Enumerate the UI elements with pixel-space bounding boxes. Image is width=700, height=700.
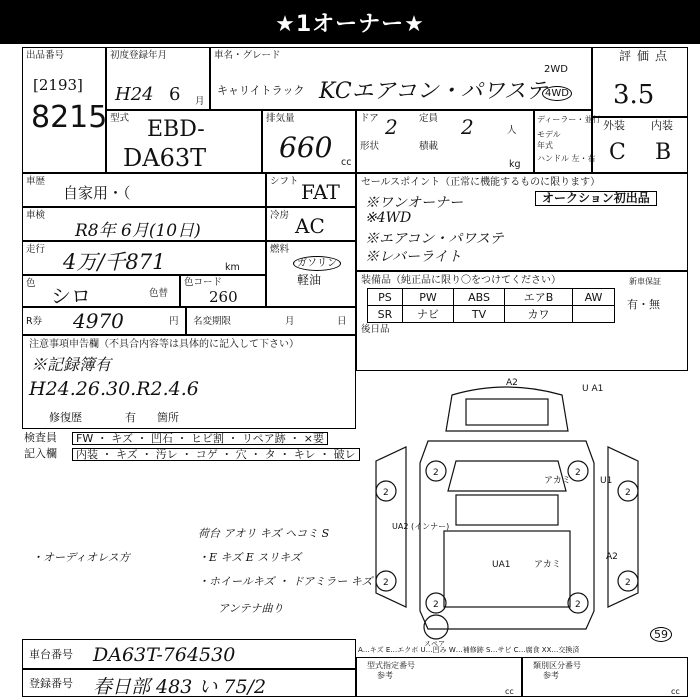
body-type-label: 車歴 <box>26 176 46 187</box>
color-code-cell <box>149 275 266 307</box>
mark-tire-rr: 2 <box>575 600 581 610</box>
dealer-label: ディーラー・並行 <box>537 115 601 124</box>
chassis-value: DA63T-764530 <box>93 644 236 666</box>
recorder-label: 記入欄 <box>24 447 57 460</box>
mark-u1: U1 <box>600 476 613 486</box>
type-approval-label: 型式指定番号 <box>367 661 415 670</box>
drive-2wd: 2WD <box>544 64 568 75</box>
equipment-label: 装備品（純正品に限り〇をつけてください） <box>361 275 561 286</box>
equip-navi: ナビ <box>402 306 453 323</box>
aftermarket-label: 後日品 <box>361 324 390 335</box>
color-swatch-label: 色替 <box>149 288 169 299</box>
name-limit-day: 日 <box>337 316 347 327</box>
car-grade-cell <box>210 47 592 110</box>
model-cell <box>106 110 262 173</box>
equip-leather: カワ <box>505 306 573 323</box>
drive-4wd: 4WD <box>542 86 572 101</box>
mark-spare: スペア <box>424 640 445 647</box>
mark-cab: アカミ <box>534 560 561 570</box>
mark-side: UA2 (インナー) <box>392 522 450 531</box>
sale-point-2: ※4WD <box>365 210 412 226</box>
usage-cell <box>22 173 266 207</box>
score-label: 評価点 <box>619 49 674 63</box>
mark-front-right: U A1 <box>582 384 604 394</box>
inspector-line: FW ・ キズ ・ 凹石 ・ ヒビ割 ・ リペア跡 ・ ×要 <box>72 432 328 445</box>
km-label: km <box>225 262 240 273</box>
notes-title: 注意事項申告欄（不具合内容等は具体的に記入して下さい） <box>29 339 299 350</box>
sale-point-3: ※エアコン・パワステ <box>365 231 504 247</box>
sale-points-label: セールスポイント（正常に機能するものに限ります） <box>361 177 601 188</box>
sale-point-1: ※ワンオーナー <box>365 195 463 211</box>
recycle-fee: 4970 <box>73 309 124 333</box>
shift-cell <box>266 173 356 207</box>
equipment-grid <box>367 288 615 323</box>
chassis-label: 車台番号 <box>29 648 73 661</box>
first-reg-month: 6 <box>169 84 181 105</box>
model-label: 型式 <box>110 113 130 124</box>
grade: KCエアコン・パワステ <box>319 79 548 104</box>
auction-sheet <box>22 47 688 697</box>
name-limit-month: 月 <box>285 316 295 327</box>
exterior-grade: C <box>609 140 626 165</box>
interior-label: 内装 <box>651 119 673 132</box>
mark-tire-sl1: 2 <box>383 488 389 498</box>
ac-cell <box>266 207 356 241</box>
handle-label: ハンドル 左・右 <box>537 154 596 163</box>
inspection-label: 車検 <box>26 210 46 221</box>
lot-code: [2193] <box>33 76 83 94</box>
sale-point-4: ※レバーライト <box>365 249 462 265</box>
fuel-gas: ガソリン <box>293 256 341 271</box>
equip-abs: ABS <box>454 289 505 306</box>
load-label: 積載 <box>419 141 439 152</box>
name-limit-label: 名変期限 <box>193 316 232 327</box>
mileage-value: 4万/千871 <box>63 250 166 274</box>
reg-label: 登録番号 <box>29 677 73 690</box>
dealer-cell <box>534 110 601 173</box>
person-label: 人 <box>507 125 517 136</box>
auction-badge: オークション初出品 <box>535 191 657 206</box>
usage-value: 自家用・（ <box>63 184 131 202</box>
ac-value: AC <box>295 214 325 238</box>
repair-exists-label: 有 <box>125 411 136 424</box>
color-value: シロ <box>51 284 91 308</box>
seats-value: 2 <box>461 115 474 139</box>
equip-aw: AW <box>573 289 615 306</box>
notes-line-1: ※記録簿有 <box>31 355 112 374</box>
new-warranty: 有・無 <box>627 298 660 311</box>
color-code-label: 色コード <box>184 277 223 288</box>
repair-count-label: 箇所 <box>157 411 179 424</box>
color-label: 色 <box>26 278 36 289</box>
displacement-value: 660 <box>279 131 333 164</box>
mark-tire-fr: 2 <box>575 468 581 478</box>
cc-label: cc <box>341 157 352 168</box>
score-cell <box>592 47 688 117</box>
fuel-label: 燃料 <box>270 244 290 255</box>
displacement-cell <box>262 110 356 173</box>
new-manual-label: 新車保証 <box>629 277 661 286</box>
circle-number: 59 <box>650 627 672 642</box>
mileage-cell <box>22 241 266 275</box>
doors-label: ドア <box>360 113 379 124</box>
damage-legend: A…キズ E…エクボ U…凹み W…補修跡 S…サビ C…腐食 XX…交換済 <box>358 646 580 654</box>
header-title: ★1オーナー★ <box>0 0 700 44</box>
category-ref: 参考 <box>543 671 559 680</box>
model-code: EBD- <box>147 117 205 142</box>
mark-tire-fl: 2 <box>433 468 439 478</box>
inspector-label: 検査員 <box>24 431 57 444</box>
inspection-cell <box>22 207 266 241</box>
reg-cell <box>22 669 356 697</box>
recycle-label: R券 <box>26 316 43 327</box>
recorder-line: 内装 ・ キズ ・ 汚レ ・ コゲ ・ 穴 ・ タ ・ キレ ・ 破レ <box>72 448 360 461</box>
reg-value: 春日部 483 い 75/2 <box>93 676 267 698</box>
hw-note-4: ・ホイールキズ ・ ドアミラー キズ <box>198 575 373 588</box>
sale-points-cell <box>356 173 688 271</box>
lot-no-label: 出品番号 <box>26 50 65 61</box>
first-reg-label: 初度登録年月 <box>110 50 168 61</box>
fuel-diesel: 軽油 <box>297 273 322 287</box>
notes-line-2: H24.26.30.R2.4.6 <box>29 378 199 400</box>
mark-front-left: A2 <box>506 378 518 388</box>
category-cell <box>522 657 688 697</box>
equip-ps: PS <box>368 289 403 306</box>
notes-cell <box>22 335 356 429</box>
first-reg-era: H24 <box>115 84 154 105</box>
hw-note-5: アンテナ曲り <box>218 602 284 615</box>
exterior-label: 外装 <box>603 119 625 132</box>
displacement-label: 排気量 <box>266 113 295 124</box>
shape-label: 形状 <box>360 141 380 152</box>
mark-roof-ua1: UA1 <box>492 560 511 570</box>
shift-label: シフト <box>270 176 299 187</box>
category-label: 類別区分番号 <box>533 661 581 670</box>
doors-value: 2 <box>385 115 398 139</box>
equip-airbag: エアB <box>505 289 573 306</box>
lot-number-cell <box>22 47 106 173</box>
mark-tire-rl: 2 <box>433 600 439 610</box>
chassis-cell <box>22 639 356 669</box>
mileage-label: 走行 <box>26 244 46 255</box>
ext-int-cell <box>592 117 688 173</box>
equip-sr: SR <box>368 306 403 323</box>
equipment-cell <box>356 271 688 371</box>
mark-roof-a2: A2 <box>606 552 618 562</box>
inspection-date: R8年 6月(10日) <box>75 221 201 241</box>
repair-history-label: 修復歴 <box>49 411 82 424</box>
yen-label: 円 <box>169 316 179 327</box>
kg-label: kg <box>509 159 521 170</box>
maker: キャリイトラック <box>217 84 305 97</box>
mark-hood: アカミ <box>544 476 571 486</box>
first-reg-cell <box>106 47 210 110</box>
type-approval-ref: 参考 <box>377 671 393 680</box>
fuel-cell <box>266 241 356 307</box>
category-cc: cc <box>671 687 680 696</box>
car-grade-label: 車名・グレード <box>214 50 281 61</box>
equip-pw: PW <box>402 289 453 306</box>
score-value: 3.5 <box>613 80 655 110</box>
doors-cell <box>356 110 534 173</box>
equipment-row <box>368 306 615 323</box>
month-label: 月 <box>195 96 205 107</box>
lot-number: 8215 <box>31 100 108 135</box>
model-code-2: DA63T <box>123 144 207 172</box>
mark-tire-sr1: 2 <box>625 488 631 498</box>
mark-tire-sr2: 2 <box>625 578 631 588</box>
interior-grade: B <box>655 140 672 165</box>
type-approval-cell <box>356 657 522 697</box>
name-limit-cell <box>186 307 356 335</box>
color-code-value: 260 <box>209 288 238 306</box>
vehicle-damage-diagram <box>356 371 688 647</box>
shift-value: FAT <box>301 180 340 204</box>
model-year-label: モデル年式 <box>537 130 561 150</box>
recycle-cell <box>22 307 186 335</box>
hw-note-3: ・E キズ E スリキズ <box>198 551 302 564</box>
type-approval-cc: cc <box>505 687 514 696</box>
seats-label: 定員 <box>419 113 439 124</box>
equipment-row <box>368 289 615 306</box>
hw-note-1: 荷台 アオリ キズ ヘコミ S <box>198 527 330 540</box>
ac-label: 冷房 <box>270 210 290 221</box>
mark-tire-sl2: 2 <box>383 578 389 588</box>
hw-note-2: ・オーディオレス方 <box>32 551 130 564</box>
equip-empty <box>573 306 615 323</box>
equip-tv: TV <box>454 306 505 323</box>
